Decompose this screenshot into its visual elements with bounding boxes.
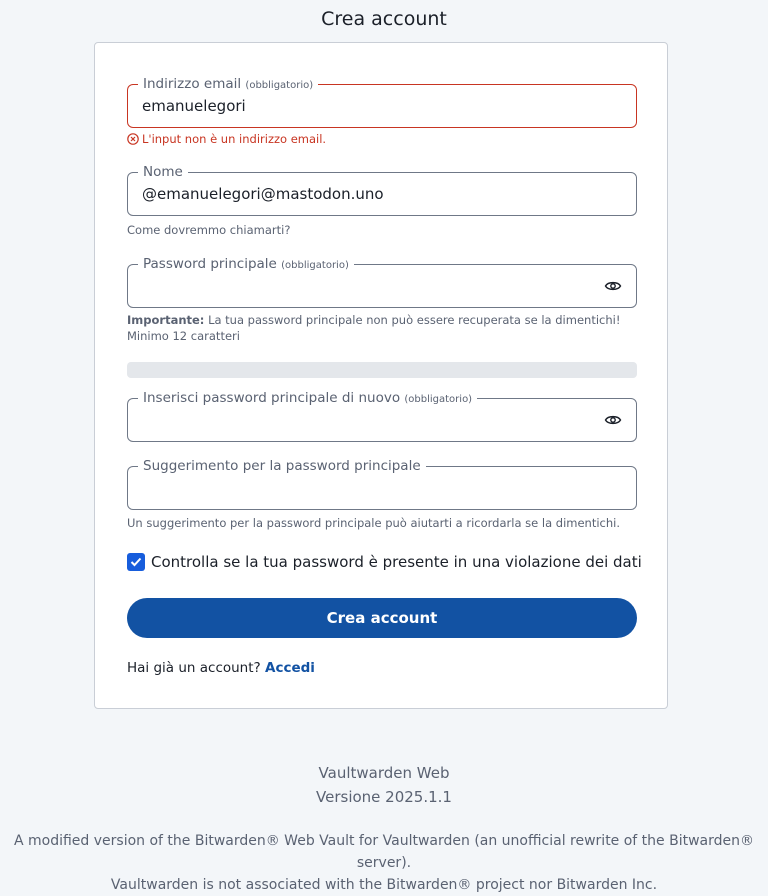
breach-check-row[interactable] <box>127 553 642 571</box>
name-label: Nome <box>138 163 188 181</box>
name-value: @emanuelegori@mastodon.uno <box>142 185 384 203</box>
password-hint-description: Un suggerimento per la password principale può aiutarti a ricordarla se la dimentichi. <box>127 516 621 530</box>
password-hint-field[interactable] <box>127 458 637 510</box>
password-label: Password principale (obbligatorio) <box>138 255 354 275</box>
email-label: Indirizzo email (obbligatorio) <box>138 75 318 95</box>
eye-icon[interactable] <box>604 412 622 428</box>
create-account-button[interactable]: Crea account <box>127 598 637 638</box>
name-field[interactable] <box>127 164 637 216</box>
breach-check-label: Controlla se la tua password è presente in una violazione dei dati <box>151 553 642 571</box>
password-min-length: Minimo 12 caratteri <box>127 329 240 343</box>
check-icon <box>130 557 142 567</box>
register-card <box>94 42 668 709</box>
app-version: Versione 2025.1.1 <box>316 788 452 806</box>
error-circle-icon <box>127 133 139 145</box>
name-hint: Come dovremmo chiamarti? <box>127 223 291 237</box>
page-title: Crea account <box>321 8 447 30</box>
login-link[interactable]: Accedi <box>265 660 315 676</box>
password-repeat-field[interactable] <box>127 390 637 442</box>
email-error: L'input non è un indirizzo email. <box>127 132 326 146</box>
email-value: emanuelegori <box>142 97 246 115</box>
disclaimer: A modified version of the Bitwarden® Web Vault for Vaultwarden (an unofficial rewrite of the Bitwarden® server). Vaultwarden is not associated with the Bitwarden® project nor Bitwarden Inc. <box>13 833 755 893</box>
password-hint-label: Suggerimento per la password principale <box>138 457 426 475</box>
breach-checkbox[interactable] <box>127 553 145 571</box>
password-hint: Importante: La tua password principale non può essere recuperata se la dimentichi! <box>127 313 621 327</box>
eye-icon[interactable] <box>604 278 622 294</box>
email-field[interactable] <box>127 76 637 128</box>
password-field[interactable] <box>127 256 637 308</box>
app-name: Vaultwarden Web <box>318 764 450 782</box>
login-row: Hai già un account? Accedi <box>127 660 315 676</box>
app-info <box>0 761 768 809</box>
password-repeat-label: Inserisci password principale di nuovo (obbligatorio) <box>138 389 477 409</box>
password-strength-bar <box>127 362 637 378</box>
